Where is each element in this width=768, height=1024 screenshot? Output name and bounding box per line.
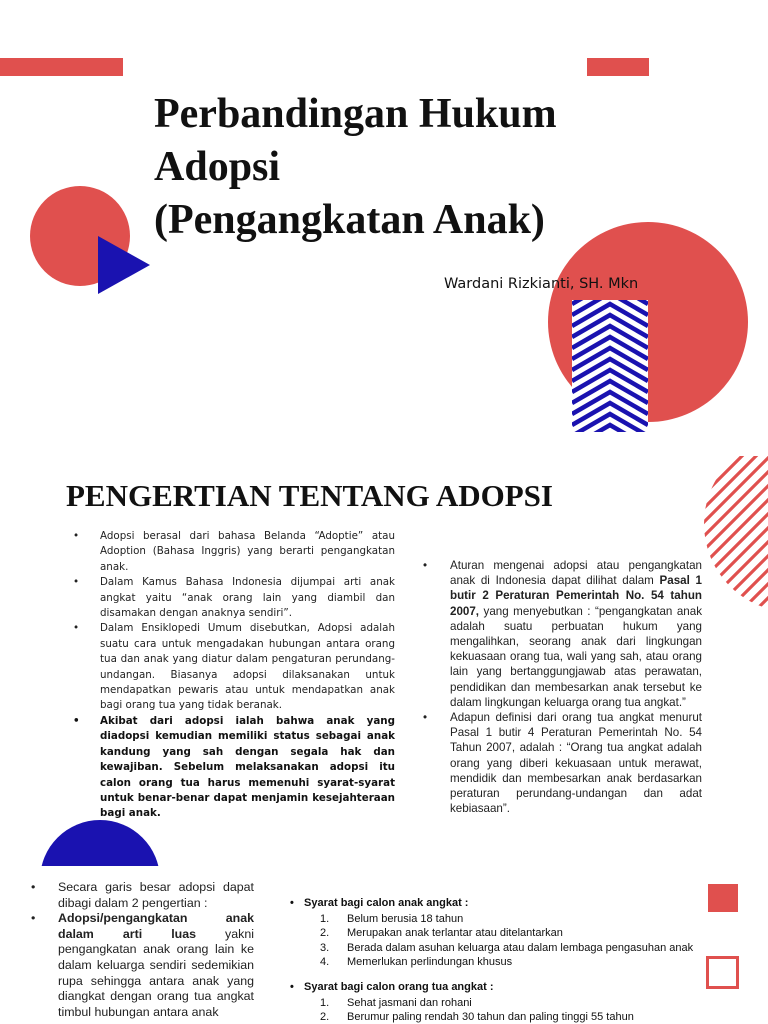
list-item: [290, 996, 730, 1010]
list-number: 4.: [320, 955, 330, 968]
red-square: [708, 884, 738, 912]
requirements-list: [290, 996, 730, 1024]
list-item-text: Belum berusia 18 tahun: [347, 913, 464, 925]
list-item: • Dalam Ensiklopedi Umum disebutkan, Adopsi adalah suatu cara untuk mengadakan hubungan antara orang tua dan anak yang diatur dalam pengaturan perundang-undangan. Biasanya adopsi dilaksanakan untuk mendapatkan pewaris atau untuk mendapatkan anak bagi orang tua yang tidak beranak.: [70, 621, 395, 713]
parent-requirements: [290, 980, 730, 1024]
requirements-list: [290, 912, 730, 969]
list-item-text: Memerlukan perlindungan khusus: [347, 955, 513, 968]
blue-semicircle: [40, 820, 160, 866]
list-item: • Dalam Kamus Bahasa Indonesia dijumpai arti anak angkat yaitu “anak orang lain yang diambil dan disamakan dengan anaknya sendiri”.: [70, 575, 395, 621]
list-item-text: yakni pengangkatan anak orang lain ke dalam keluarga sendiri sedemikian rupa sehingga antara anak yang diangkat dengan orang tua angkat timbul hubungan antara anak: [58, 926, 254, 1019]
law-reference: Pasal 1 butir 2 Peraturan Pemerintah No. 54 tahun 2007,: [450, 574, 702, 618]
title-line-2: Adopsi: [154, 144, 281, 190]
definition-list-left: [70, 529, 395, 822]
list-number: 1.: [320, 997, 330, 1009]
requirements-slide: [0, 866, 768, 1024]
definition-slide: [0, 456, 768, 866]
adoption-types-list: [28, 880, 254, 1020]
term-bold: Adopsi/pengangkatan anak dalam arti luas: [58, 911, 254, 941]
list-item-text: Merupakan anak terlantar atau ditelantarkan: [347, 927, 563, 940]
author-name: Wardani Rizkianti, SH. Mkn: [444, 276, 639, 292]
title-slide: [0, 0, 768, 452]
definition-list-right: [420, 558, 702, 816]
list-item-text: yang menyebutkan : “pengangkatan anak adalah suatu perbuatan hukum yang mengalihkan, seorang anak dari lingkungan kekuasaan orang tua, wali yang sah, atau orang lain yang bertanggungjawab atas perawatan, pendidikan dan membesarkan anak tersebut ke dalam lingkungan keluarga orang tua angkat.”: [450, 604, 702, 709]
list-item: [290, 912, 730, 926]
requirements-title: • Syarat bagi calon orang tua angkat :: [290, 980, 730, 995]
list-item: • Adopsi berasal dari bahasa Belanda “Adoptie” atau Adoption (Bahasa Inggris) yang berarti pengangkatan anak.: [70, 529, 395, 575]
list-item: [28, 911, 254, 1020]
title-line-1: Perbandingan Hukum: [154, 91, 557, 137]
red-square-outline: [706, 956, 739, 989]
list-item: [420, 558, 702, 710]
section-heading: PENGERTIAN TENTANG ADOPSI: [66, 478, 553, 513]
list-number: 3.: [320, 941, 330, 954]
list-item-text: Aturan mengenai adopsi atau pengangkatan anak di Indonesia dapat dilihat dalam: [450, 559, 702, 588]
list-item: [290, 1010, 730, 1024]
red-bar-left: [0, 58, 123, 76]
list-item-text: Berumur paling rendah 30 tahun dan paling tinggi 55 tahun: [347, 1011, 634, 1024]
list-item: [290, 955, 730, 969]
list-item: [290, 926, 730, 940]
list-item-text: Berada dalam asuhan keluarga atau dalam lembaga pengasuhan anak: [347, 941, 694, 954]
title-line-3: (Pengangkatan Anak): [154, 197, 545, 243]
diagonal-stripes-icon: [702, 456, 768, 612]
list-number: 1.: [320, 913, 330, 925]
list-number: 2.: [320, 927, 330, 940]
list-item-text: Sehat jasmani dan rohani: [347, 997, 472, 1009]
list-item: • Adapun definisi dari orang tua angkat menurut Pasal 1 butir 4 Peraturan Pemerintah No. 54 Tahun 2007, adalah : “Orang tua angkat adalah orang yang diberi kekuasaan untuk merawat, mendidik dan membesarkan anak berdasarkan peraturan perundang-undangan dan adat kebiasaan”.: [420, 710, 702, 816]
requirements-title: • Syarat bagi calon anak angkat :: [290, 896, 730, 911]
list-number: 2.: [320, 1011, 330, 1024]
child-requirements: [290, 896, 730, 969]
red-bar-right: [587, 58, 649, 76]
list-item: [290, 941, 730, 955]
blue-triangle-icon: [98, 236, 150, 294]
list-item: • Akibat dari adopsi ialah bahwa anak yang diadopsi kemudian memiliki status sebagai anak kandung yang sah dengan segala hak dan kewajiban. Sebelum melaksanakan adopsi itu calon orang tua harus memenuhi syarat-syarat untuk benar-benar dapat menjamin kesejahteraan bagi anak.: [70, 714, 395, 822]
slide-title: [154, 88, 594, 247]
list-item: • Secara garis besar adopsi dapat dibagi dalam 2 pengertian :: [28, 880, 254, 911]
chevron-pattern-icon: [572, 300, 648, 432]
